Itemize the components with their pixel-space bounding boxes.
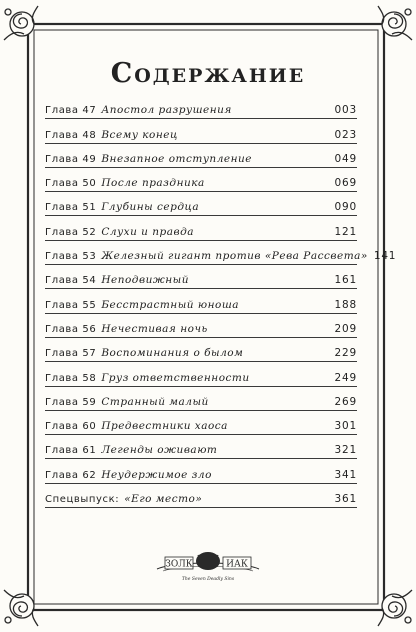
toc-page-number: 121 — [334, 225, 357, 238]
toc-chapter-number: Глава 57 — [45, 348, 97, 360]
toc-row — [45, 314, 357, 338]
toc-chapter-title: Воспоминания о былом — [101, 347, 244, 360]
toc-chapter-title: Внезапное отступление — [101, 152, 252, 165]
toc-row — [45, 338, 357, 362]
toc-page-number: 188 — [334, 298, 357, 311]
toc-chapter-title: Неудержимое зло — [101, 468, 212, 481]
toc-chapter-title: Бесстрастный юноша — [101, 298, 240, 311]
toc-page-number: 301 — [334, 420, 357, 433]
publisher-logo — [155, 547, 261, 587]
toc-chapter-number: Глава 48 — [45, 129, 97, 141]
toc-chapter-number: Глава 59 — [45, 396, 97, 408]
toc-row — [45, 216, 357, 240]
table-of-contents — [45, 95, 397, 508]
toc-chapter-number: Глава 47 — [45, 105, 97, 117]
toc-chapter-number: Глава 50 — [45, 178, 97, 190]
toc-chapter-title: Неподвижный — [101, 274, 189, 287]
toc-chapter-number: Глава 51 — [45, 202, 97, 214]
toc-chapter-title: Предвестники хаоса — [101, 420, 228, 433]
toc-row — [45, 435, 357, 459]
toc-page-number: 090 — [334, 201, 357, 214]
corner-ornament-bottom-left — [4, 590, 38, 626]
toc-row — [45, 459, 357, 483]
toc-page-number: 361 — [334, 493, 357, 506]
toc-chapter-number: Глава 53 — [45, 251, 97, 263]
toc-chapter-number: Глава 56 — [45, 323, 97, 335]
toc-page-number: 049 — [334, 152, 357, 165]
toc-chapter-number: Глава 54 — [45, 275, 97, 287]
toc-chapter-number: Спецвыпуск: — [45, 494, 120, 506]
toc-chapter-title: Железный гигант против «Рева Рассвета» — [101, 250, 368, 263]
toc-page-number: 209 — [334, 322, 357, 335]
toc-row — [45, 192, 357, 216]
toc-chapter-title: После праздника — [101, 177, 205, 190]
corner-ornament-top-right — [378, 6, 412, 40]
toc-row — [45, 387, 357, 411]
toc-chapter-number: Глава 62 — [45, 469, 97, 481]
corner-ornament-top-left — [4, 6, 38, 40]
toc-page-number: 341 — [334, 468, 357, 481]
toc-chapter-title: Странный малый — [101, 395, 209, 408]
toc-chapter-number: Глава 60 — [45, 421, 97, 433]
toc-page-number: 003 — [334, 104, 357, 117]
logo-text-left: ЗОЛК — [165, 559, 193, 570]
corner-ornament-bottom-right — [378, 590, 412, 626]
toc-chapter-number: Глава 52 — [45, 226, 97, 238]
logo-text-right: ИАК — [226, 559, 248, 570]
toc-row — [45, 265, 357, 289]
toc-row — [45, 241, 397, 265]
toc-chapter-title: Глубины сердца — [101, 201, 200, 214]
toc-chapter-title: «Его место» — [124, 493, 203, 506]
toc-page-number: 161 — [334, 274, 357, 287]
toc-chapter-number: Глава 61 — [45, 445, 97, 457]
toc-page-number: 249 — [334, 371, 357, 384]
toc-row — [45, 119, 357, 143]
toc-chapter-number: Глава 55 — [45, 299, 97, 311]
toc-row — [45, 144, 357, 168]
toc-chapter-title: Всему конец — [101, 128, 178, 141]
toc-row — [45, 289, 357, 313]
toc-chapter-title: Нечестивая ночь — [101, 322, 208, 335]
toc-row — [45, 95, 357, 119]
toc-chapter-number: Глава 49 — [45, 153, 97, 165]
toc-chapter-number: Глава 58 — [45, 372, 97, 384]
toc-chapter-title: Груз ответственности — [101, 371, 250, 384]
toc-chapter-title: Легенды оживают — [101, 444, 218, 457]
toc-row — [45, 411, 357, 435]
toc-page-number: 321 — [334, 444, 357, 457]
toc-row — [45, 168, 357, 192]
toc-page-number: 269 — [334, 395, 357, 408]
toc-page-number: 023 — [334, 128, 357, 141]
page-title: Содержание — [110, 58, 306, 89]
logo-tagline: The Seven Deadly Sins — [181, 577, 235, 582]
toc-row — [45, 484, 357, 508]
toc-page-number: 069 — [334, 177, 357, 190]
toc-chapter-title: Апостол разрушения — [101, 104, 232, 117]
toc-page-number: 141 — [373, 250, 397, 263]
toc-row — [45, 362, 357, 386]
toc-chapter-title: Слухи и правда — [101, 225, 195, 238]
toc-page-number: 229 — [334, 347, 357, 360]
